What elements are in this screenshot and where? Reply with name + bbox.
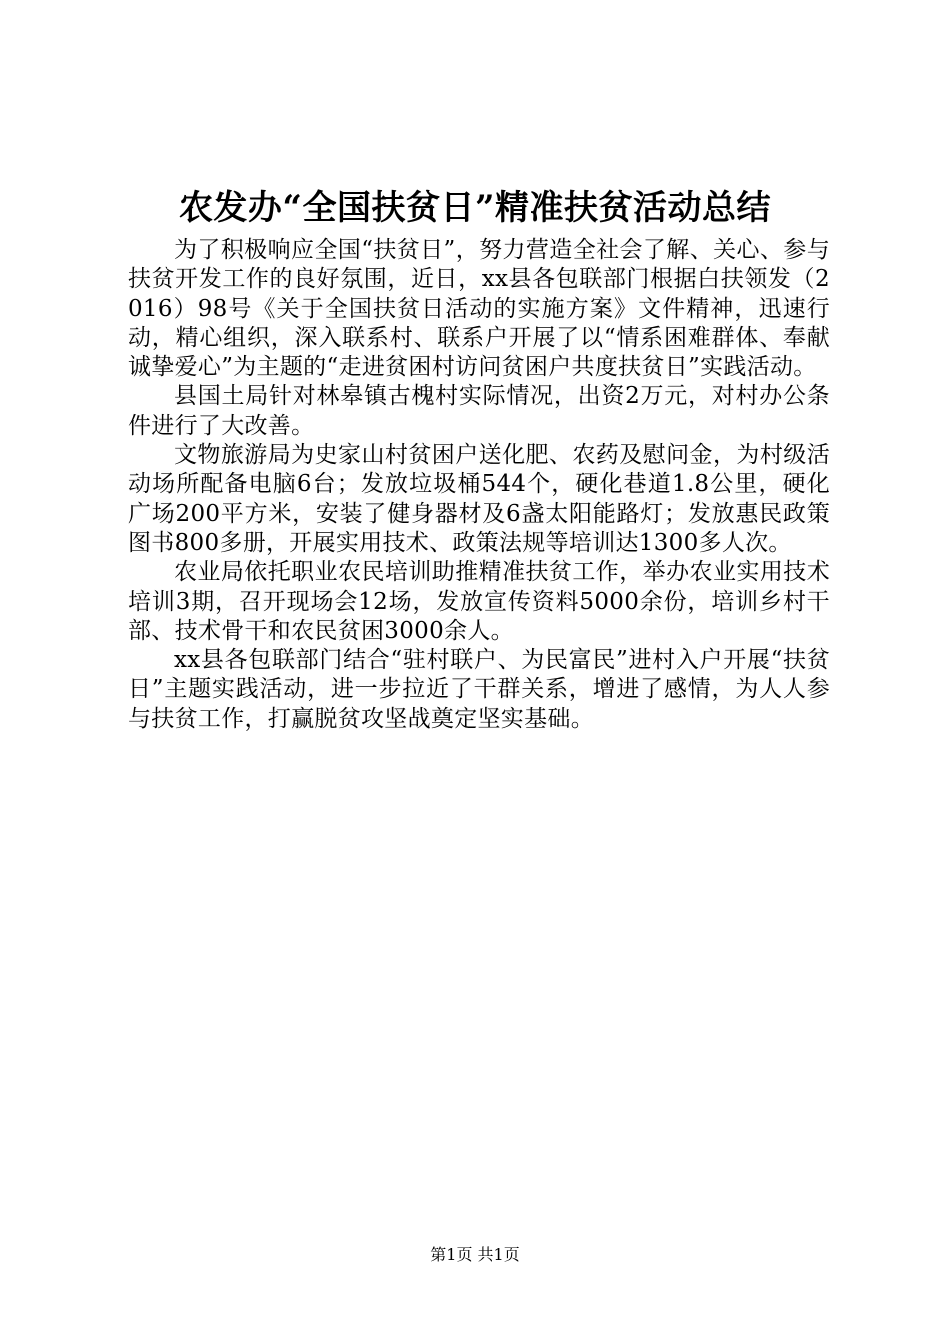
document-title: 农发办“全国扶贫日”精准扶贫活动总结: [178, 188, 772, 228]
paragraph-intro: 为了积极响应全国“扶贫日”，努力营造全社会了解、关心、参与扶贫开发工作的良好氛围，近日，xx县各包联部门根据白扶领发（2016）98号《关于全国扶贫日活动的实施方案》文件精神，迅速行动，精心组织，深入联系村、联系户开展了以“情系困难群体、奉献诚挚爱心”为主题的“走进贫困村访问贫困户共度扶贫日”实践活动。: [128, 237, 830, 381]
page-footer: 第1页 共1页: [430, 1245, 520, 1264]
paragraph-agriculture-bureau: 农业局依托职业农民培训助推精准扶贫工作，举办农业实用技术培训3期，召开现场会12场，发放宣传资料5000余份，培训乡村干部、技术骨干和农民贫困3000余人。: [128, 559, 830, 644]
document-body: [128, 236, 830, 734]
paragraph-conclusion: xx县各包联部门结合“驻村联户、为民富民”进村入户开展“扶贫日”主题实践活动，进一步拉近了干群关系，增进了感情，为人人参与扶贫工作，打赢脱贫攻坚战奠定坚实基础。: [128, 647, 830, 732]
paragraph-tourism-bureau: 文物旅游局为史家山村贫困户送化肥、农药及慰问金，为村级活动场所配备电脑6台；发放垃圾桶544个，硬化巷道1.8公里，硬化广场200平方米，安装了健身器材及6盏太阳能路灯；发放惠民政策图书800多册，开展实用技术、政策法规等培训达1300多人次。: [128, 442, 830, 556]
paragraph-land-bureau: 县国土局针对林皋镇古槐村实际情况，出资2万元，对村办公条件进行了大改善。: [128, 383, 830, 439]
